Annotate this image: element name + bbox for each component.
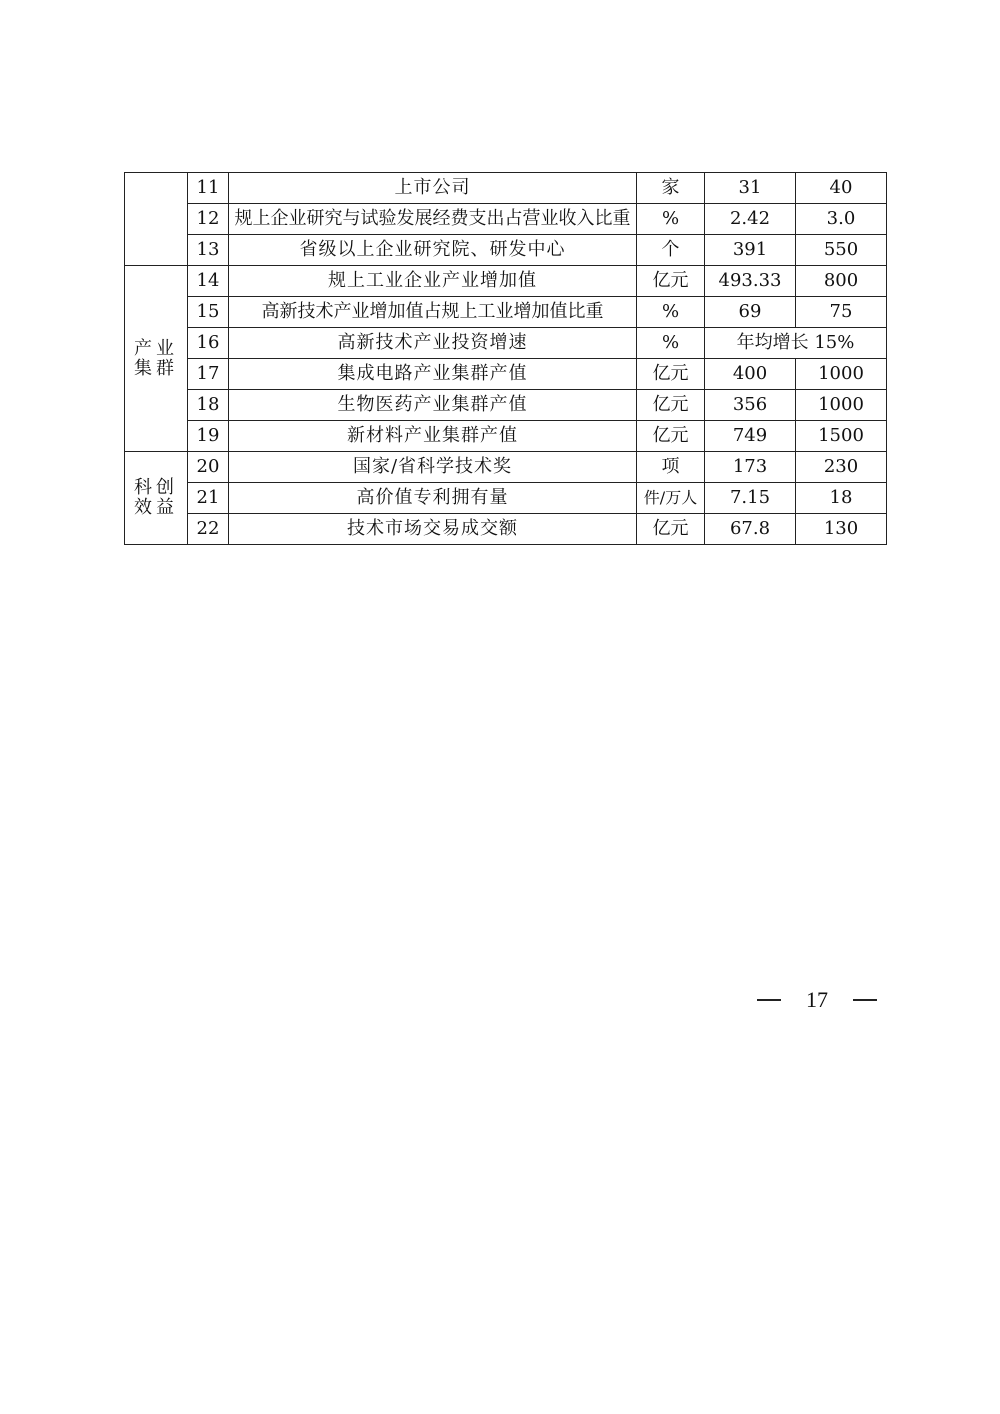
unit-cell: 亿元 xyxy=(637,266,705,297)
row-number: 12 xyxy=(188,204,229,235)
unit-cell: 家 xyxy=(637,173,705,204)
base-value: 749 xyxy=(705,421,796,452)
indicator-name: 高新技术产业增加值占规上工业增加值比重 xyxy=(229,297,637,328)
group-label-industry-cluster xyxy=(125,266,188,452)
table-row xyxy=(125,421,887,452)
base-value: 400 xyxy=(705,359,796,390)
indicator-name: 省级以上企业研究院、研发中心 xyxy=(229,235,637,266)
indicator-name: 高价值专利拥有量 xyxy=(229,483,637,514)
table-row xyxy=(125,514,887,545)
table-row xyxy=(125,235,887,266)
footer-dash-left xyxy=(757,999,781,1001)
row-number: 14 xyxy=(188,266,229,297)
unit-cell: 亿元 xyxy=(637,421,705,452)
base-value: 7.15 xyxy=(705,483,796,514)
table-row xyxy=(125,204,887,235)
target-value: 3.0 xyxy=(796,204,887,235)
table-row xyxy=(125,173,887,204)
table-row xyxy=(125,297,887,328)
unit-cell: % xyxy=(637,297,705,328)
group-label-line: 产业 xyxy=(134,337,178,359)
unit-cell: 亿元 xyxy=(637,514,705,545)
page-footer xyxy=(757,985,877,1015)
indicator-name: 新材料产业集群产值 xyxy=(229,421,637,452)
base-value: 356 xyxy=(705,390,796,421)
target-value: 1500 xyxy=(796,421,887,452)
table-row xyxy=(125,359,887,390)
indicator-name: 技术市场交易成交额 xyxy=(229,514,637,545)
indicator-name: 国家/省科学技术奖 xyxy=(229,452,637,483)
group-label-line: 效益 xyxy=(134,497,178,518)
target-value: 40 xyxy=(796,173,887,204)
target-value: 75 xyxy=(796,297,887,328)
table-row xyxy=(125,483,887,514)
merged-value: 年均增长 15% xyxy=(705,328,887,359)
footer-dash-right xyxy=(853,999,877,1001)
row-number: 18 xyxy=(188,390,229,421)
row-number: 15 xyxy=(188,297,229,328)
unit-cell: % xyxy=(637,204,705,235)
target-value: 1000 xyxy=(796,390,887,421)
row-number: 20 xyxy=(188,452,229,483)
target-value: 1000 xyxy=(796,359,887,390)
target-value: 18 xyxy=(796,483,887,514)
page-number: 17 xyxy=(806,987,828,1012)
base-value: 493.33 xyxy=(705,266,796,297)
row-number: 11 xyxy=(188,173,229,204)
group-label-line: 集群 xyxy=(134,357,178,379)
indicator-name: 生物医药产业集群产值 xyxy=(229,390,637,421)
table-row xyxy=(125,266,887,297)
target-value: 230 xyxy=(796,452,887,483)
row-number: 21 xyxy=(188,483,229,514)
indicator-name: 规上企业研究与试验发展经费支出占营业收入比重 xyxy=(229,204,637,235)
row-number: 13 xyxy=(188,235,229,266)
base-value: 31 xyxy=(705,173,796,204)
base-value: 69 xyxy=(705,297,796,328)
row-number: 22 xyxy=(188,514,229,545)
row-number: 16 xyxy=(188,328,229,359)
group-label-line: 科创 xyxy=(134,477,178,498)
base-value: 2.42 xyxy=(705,204,796,235)
indicator-name: 高新技术产业投资增速 xyxy=(229,328,637,359)
group-label-innovation-benefit xyxy=(125,452,188,545)
target-value: 800 xyxy=(796,266,887,297)
table-row xyxy=(125,452,887,483)
indicator-name: 集成电路产业集群产值 xyxy=(229,359,637,390)
row-number: 19 xyxy=(188,421,229,452)
indicator-name: 规上工业企业产业增加值 xyxy=(229,266,637,297)
table-row xyxy=(125,328,887,359)
base-value: 391 xyxy=(705,235,796,266)
indicator-name: 上市公司 xyxy=(229,173,637,204)
unit-cell: % xyxy=(637,328,705,359)
base-value: 173 xyxy=(705,452,796,483)
unit-cell: 亿元 xyxy=(637,359,705,390)
base-value: 67.8 xyxy=(705,514,796,545)
indicator-table xyxy=(124,172,887,545)
unit-cell: 亿元 xyxy=(637,390,705,421)
unit-cell: 件/万人 xyxy=(637,483,705,514)
unit-cell: 项 xyxy=(637,452,705,483)
table-row xyxy=(125,390,887,421)
target-value: 550 xyxy=(796,235,887,266)
target-value: 130 xyxy=(796,514,887,545)
row-number: 17 xyxy=(188,359,229,390)
unit-cell: 个 xyxy=(637,235,705,266)
group-cell-continued xyxy=(125,173,188,266)
